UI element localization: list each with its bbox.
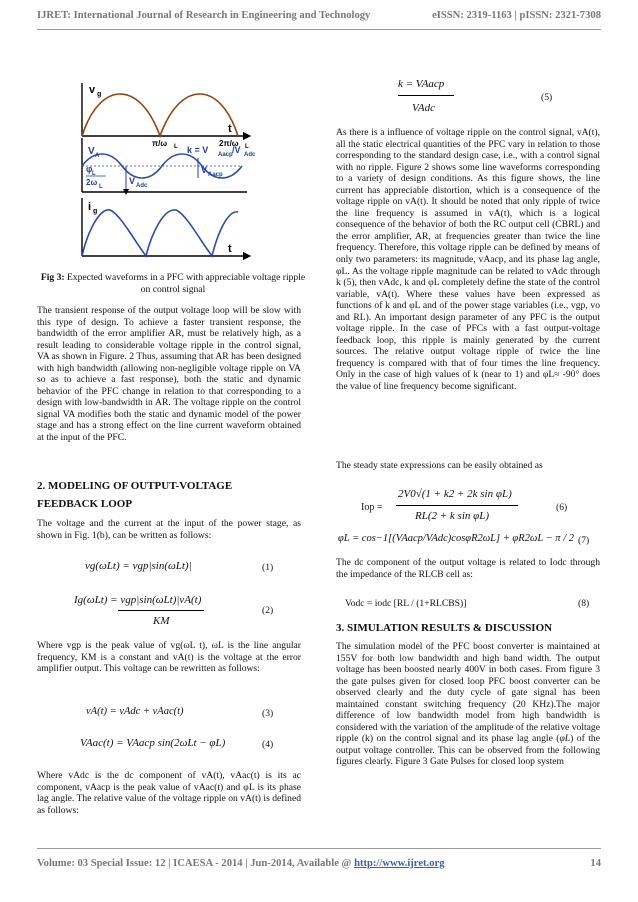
figure-caption: Fig 3: Expected waveforms in a PFC with appreciable voltage ripple on control signal (40, 272, 306, 295)
equation-5-den: VAdc (412, 102, 436, 114)
eq-7-number: (7) (578, 535, 590, 546)
eq-8-number: (8) (578, 598, 590, 609)
pi-wl-label: π/ω (152, 139, 168, 148)
equation-2-num: Ig(ωLt) = vgp|sin(ωLt)|vA(t) (74, 594, 202, 606)
svg-text:g: g (97, 91, 102, 98)
svg-text:V: V (201, 165, 208, 175)
header-rule (37, 29, 601, 30)
equation-1: vg(ωLt) = vgp|sin(ωLt)| (85, 560, 192, 572)
phi-label: φ (86, 164, 93, 174)
left-paragraph-3: Where vgp is the peak value of vg(ωL t), ωL is the line angular frequency, KM is a constant and vA(t) is the voltage at the error amplifier output. This voltage can be rewritten as follows: (37, 640, 301, 675)
eq-3-number: (3) (262, 708, 274, 719)
left-paragraph-2: The voltage and the current at the input of the power stage, as shown in Fig. 1(b), can be written as follows: (37, 518, 301, 541)
vg-curve (82, 94, 238, 136)
footer-rule (37, 848, 601, 849)
svg-text:Adc: Adc (244, 152, 256, 158)
journal-link[interactable]: http://www.ijret.org (354, 858, 445, 869)
eq-5-number: (5) (541, 92, 553, 103)
equation-7: φL = cos−1[(VAacp/VAdc)cosφR2ωL] + φR2ωL − π / 2 (338, 533, 574, 544)
eq2-fraction-bar (118, 610, 204, 611)
eq5-fraction-bar (398, 95, 454, 96)
equation-6-num: 2V0√(1 + k2 + 2k sin φL) (398, 488, 512, 500)
svg-text:L: L (245, 144, 249, 150)
right-paragraph-1: As there is a influence of voltage ripple on the control signal, vA(t), all the static electrical quantities of the PFC vary in relation to those corresponding to the standard design case, i.e., with a control signal with no ripple. Figure 2 shows some line waveforms corresponding to a variety of design conditions. As this figure shows, the line current has appreciable distortion, which is a consequence of the voltage ripple on vA(t). It should be noted that only ripple of twice the line frequency is assumed in vA(t), which is a logical consequence of the behavior of both the RC output cell (CBRL) and the error amplifier, AR, at frequencies greater than twice the line frequency. Therefore, this voltage ripple can be defined by means of only two parameters: its magnitude, vAacp, and its phase lag angle, φL. As the voltage ripple magnitude can be related to vAdc through k (5), then vAdc, k and φL completely define the state of the control variable, vA(t). Where these values have been expressed as functions of k and φL and of the power stage variables (i.e., vgp, vo and RL). An important design parameter of any PFC is the output voltage ripple. In the case of PFCs with a fast output-voltage feedback loop, this ripple is mainly generated by the current sources. The relative output voltage ripple of twice the line frequency is compared with that of four times the line frequency. Only in the case of high values of k (near to 1) and φL≈ -90° does the value of line frequency become significant. (336, 127, 600, 393)
eq6-lhs: Iop = (361, 502, 383, 513)
eq-1-number: (1) (262, 562, 274, 573)
section-3-heading: 3. SIMULATION RESULTS & DISCUSSION (336, 622, 553, 634)
svg-text:L: L (99, 184, 103, 190)
svg-text:A: A (95, 153, 100, 159)
equation-5-num: k = VAacp (398, 78, 445, 90)
right-paragraph-2: The steady state expressions can be easily obtained as (336, 460, 543, 471)
svg-text:2ω: 2ω (86, 178, 98, 187)
left-paragraph-1: The transient response of the output voltage loop will be slow with this type of design. To achieve a faster transient response, the bandwidth of the error amplifier AR, must be relatively high, as a result leading to considerable voltage ripple in the control signal, VA as shown in Figure. 2 Thus, assuming that AR has been designed with high bandwidth (allowing non-negligible voltage ripple on VA so as to achieve a fast response), both the static and dynamic behavior of the PFC change in relation to that corresponding to a design with low-bandwidth in AR. The voltage ripple on the control signal VA modifies both the static and dynamic model of the power stage and has a strong effect on the line current waveform obtained at the input of the PFC. (37, 305, 301, 444)
va-label: V (88, 146, 95, 157)
t-label-1: t (228, 123, 232, 135)
t-label-2: t (228, 243, 232, 255)
eq6-fraction-bar (396, 505, 518, 506)
waveform-figure (82, 80, 256, 273)
equation-2-den: KM (153, 615, 170, 627)
svg-text:Aacp: Aacp (218, 152, 233, 158)
equation-3: vA(t) = vAdc + vAac(t) (86, 706, 184, 717)
ig-curve (82, 210, 238, 256)
eq-4-number: (4) (262, 739, 274, 750)
svg-text:L: L (92, 171, 96, 177)
svg-text:g: g (93, 208, 98, 215)
right-paragraph-3: The dc component of the output voltage is related to Iodc through the impedance of the RLCB cell as: (336, 557, 600, 580)
svg-text:L: L (174, 144, 178, 150)
svg-text:Adc: Adc (136, 183, 148, 189)
svg-text:/V: /V (232, 145, 241, 155)
svg-text:V: V (129, 176, 136, 186)
journal-title: IJRET: International Journal of Research in Engineering and Technology (37, 10, 371, 21)
2pi-wl-label: 2π/ω (219, 139, 239, 148)
eq-6-number: (6) (556, 502, 568, 513)
left-paragraph-4: Where vAdc is the dc component of vA(t), vAac(t) is its ac component, vAacp is the peak value of vAac(t) and φL is its phase lag angle. The relative value of the voltage ripple on vA(t) is defined as follows: (37, 770, 301, 816)
vg-label: v (89, 84, 96, 96)
k-equation: k = V (187, 145, 209, 155)
equation-6-den: RL(2 + k sin φL) (415, 510, 490, 522)
waveform-svg (82, 80, 256, 268)
section-2-heading-line1: 2. MODELING OF OUTPUT-VOLTAGE (37, 480, 233, 492)
right-paragraph-4: The simulation model of the PFC boost converter is maintained at 155V for both low bandwidth and high band width. The output voltage has been boosted nearly 400V in both cases. From figure 3 the gate pulses given for closed loop PFC boost converter can be observed clearly and the duty cycle of gate signal has been maintained constant switching frequency (20 KHz).The major difference of low bandwidth model from high bandwidth is considered with the variation of the amplitude of the relative voltage ripple (k) on the control signal and its phase lag angle (φL) of the output voltage controller. This can be observed from the following figures clearly. Figure 3 Gate Pulses for closed loop system (336, 641, 600, 768)
issn: eISSN: 2319-1163 | pISSN: 2321-7308 (432, 10, 601, 21)
page-header (37, 10, 601, 21)
equation-4: VAac(t) = VAacp sin(2ωLt − φL) (80, 737, 226, 749)
section-2-heading-line2: FEEDBACK LOOP (37, 498, 133, 510)
eq-2-number: (2) (262, 605, 274, 616)
equation-8: Vodc = iodc [RL / (1+RLCBS)] (345, 598, 467, 609)
svg-text:Aacp: Aacp (208, 172, 223, 178)
ig-label: i (88, 201, 92, 213)
page-number: 14 (590, 858, 601, 869)
page-footer: Volume: 03 Special Issue: 12 | ICAESA - 2014 | Jun-2014, Available @ http://www.ijret.org 14 (37, 858, 601, 869)
